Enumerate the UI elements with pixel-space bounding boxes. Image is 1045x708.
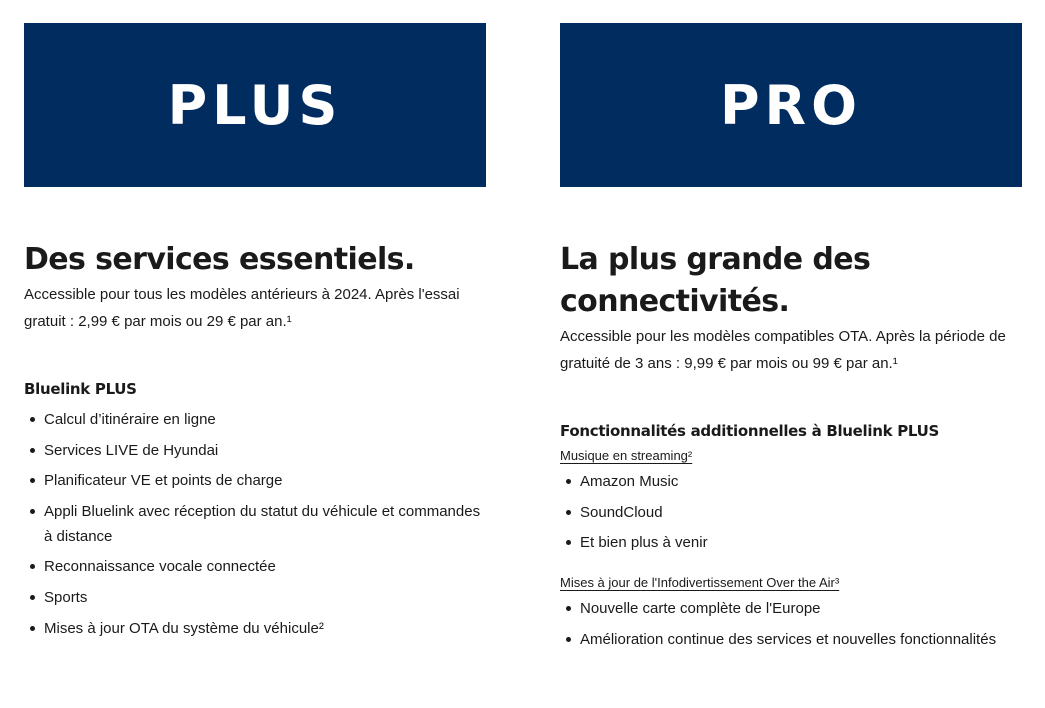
list-item: SoundCloud — [560, 500, 1022, 525]
plus-banner — [24, 23, 486, 187]
plus-heading-text: Des services essentiels — [24, 242, 404, 277]
plus-banner-title: PLUS — [167, 74, 343, 137]
pro-section-title: Fonctionnalités additionnelles à Bluelink PLUS — [560, 422, 940, 440]
list-item: Calcul d’itinéraire en ligne — [24, 407, 486, 432]
pro-banner — [560, 23, 1022, 187]
list-item: Amélioration continue des services et nouvelles fonctionnalités — [560, 627, 1022, 652]
list-item: Reconnaissance vocale connectée — [24, 554, 486, 579]
list-item: Planificateur VE et points de charge — [24, 468, 486, 493]
plan-pro — [560, 23, 1022, 657]
pro-heading — [560, 239, 1022, 323]
pro-banner-title: PRO — [719, 74, 863, 137]
plus-feature-list — [24, 407, 486, 641]
plan-plus — [24, 23, 486, 646]
list-item: Services LIVE de Hyundai — [24, 438, 486, 463]
plus-description: Accessible pour tous les modèles antérieurs à 2024. Après l'essai gratuit : 2,99 € par mois ou 29 € par an.¹ — [24, 286, 460, 330]
plus-section-title: Bluelink PLUS — [24, 380, 137, 398]
list-item: Amazon Music — [560, 469, 1022, 494]
list-item: Nouvelle carte complète de l'Europe — [560, 596, 1022, 621]
list-item: Mises à jour OTA du système du véhicule² — [24, 616, 486, 641]
list-item: Et bien plus à venir — [560, 530, 1022, 555]
plus-heading — [24, 239, 486, 281]
streaming-music-list — [560, 469, 1022, 555]
ota-infotainment-list — [560, 596, 1022, 652]
list-item: Sports — [24, 585, 486, 610]
pro-heading-dot: . — [778, 284, 790, 319]
pro-description: Accessible pour les modèles compatibles OTA. Après la période de gratuité de 3 ans : 9,99 € par mois ou 99 € par an.¹ — [560, 328, 1006, 372]
pro-heading-text: La plus grande des connectivités — [560, 242, 871, 319]
ota-group — [560, 568, 1022, 652]
list-item: Appli Bluelink avec réception du statut du véhicule et commandes à distance — [24, 499, 486, 549]
streaming-music-link[interactable]: Musique en streaming² — [560, 448, 693, 463]
plus-heading-dot: . — [403, 242, 415, 277]
ota-infotainment-link[interactable]: Mises à jour de l'Infodivertissement Over the Air³ — [560, 575, 840, 591]
